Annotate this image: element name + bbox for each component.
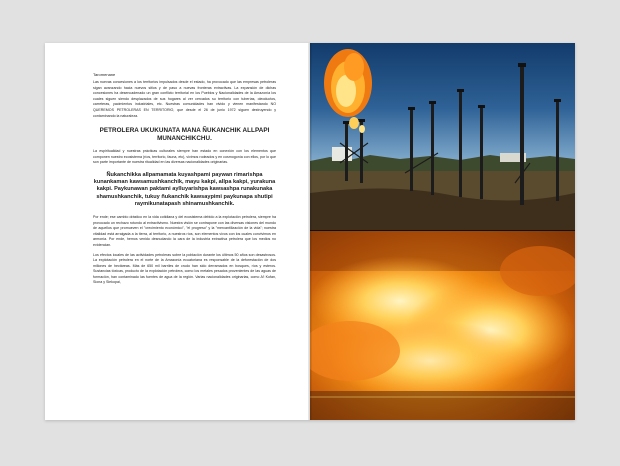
paragraph-3: Por ende; ese cambio drástico en la vida cotidiana y del ecosistema debido a la explotación petrolera, siempre ha provocado un rechazo rotundo al extractivismo. Nuestra visión se contrapone con las diversas visiones del mundo de aquellos que promueven el "crecimiento económico", "el progreso" y la "mercantilización de la vida"; nuestra vitalidad está arraigada a la tierra, al territorio, a nuestros ríos, son elementos vivos con los cuales convivimos en armonía. Por ende, hemos venido desnudando la cara de la industria extractiva petrolera que los medios no evidencian. [93, 214, 276, 247]
section-heading: PETROLERA UKUKUNATA MANA ÑUKANCHIK ALLPAPI MUNANCHIKCHU. [99, 127, 270, 143]
kichwa-quote: Ñukanchikka allpamamata kuyashpami paywan rimarishpa kunankaman kawsamushkanchik, mayu kakpi, allpa kakpi, yurakuna kakpi. Paykunawan paktami aylluyarishpa kawsashpa runakunaka shamushkanchik, tukuy ñukanchik kawsaypimi paykunapa shutipi raymikunatapash shinamushkanchik. [93, 171, 276, 207]
paragraph-1: Las nuevas concesiones a los territorios impulsados desde el estado, ha provocado que las empresas petroleras sigan avanzando hacia nuevos sitios y de paso a nuevas fronteras extractivas. La expansión de dichas concesiones ha desencadenado un gran conflicto territorial en los Pueblos y Nacionalidades de la Amazonía los cuales siguen siendo desplazados de sus hogares al ver cercados su territorio con tuberías, oleoductos, carreteras, yacimientos industriales, etc. Nuestras comunidades han vivido y vienen manifestando NO QUEREMOS PETROLERAS EN TERRITORIO, que desde el 26 de junio 1972 siguen destruyendo y contaminando la naturaleza. [93, 80, 276, 118]
page-gutter [308, 43, 312, 420]
magazine-spread [45, 43, 575, 420]
paragraph-2: La espiritualidad y nuestras prácticas culturales siempre han estado en conexión con los elementos que componen nuestro ecosistema (ríos, territorio, fauna, etc), vivimos rodeados y en cosmogonía con ellos, por lo que son parte importante de nuestra ritualidad en las diversas nacionalidades originarias. [93, 149, 276, 165]
right-page [310, 43, 575, 420]
paragraph-4: Los efectos locales de las actividades petroleras sobre la población durante los últimos 50 años son desastrosos. La explotación petrolera en el norte de la Amazonía ecuatoriana es responsable de la deforestación de dos millones de hectáreas. Más de 650 mil barriles de crudo han sido derramados en bosques, ríos y esteros. Sustancias tóxicas, producto de la explotación petrolera, como los metales pesados provenientes de las aguas de formación, han contaminado las fuentes de agua de la región. Varias nacionalidades originarias, como A'i Kofan, Siona y Siekopai, [93, 252, 276, 285]
gas-flare-oil-field-photo [310, 43, 575, 230]
fire-close-up-photo [310, 231, 575, 420]
left-page [45, 43, 310, 420]
article-text [93, 72, 276, 290]
author-name: Taromenane [93, 72, 116, 77]
